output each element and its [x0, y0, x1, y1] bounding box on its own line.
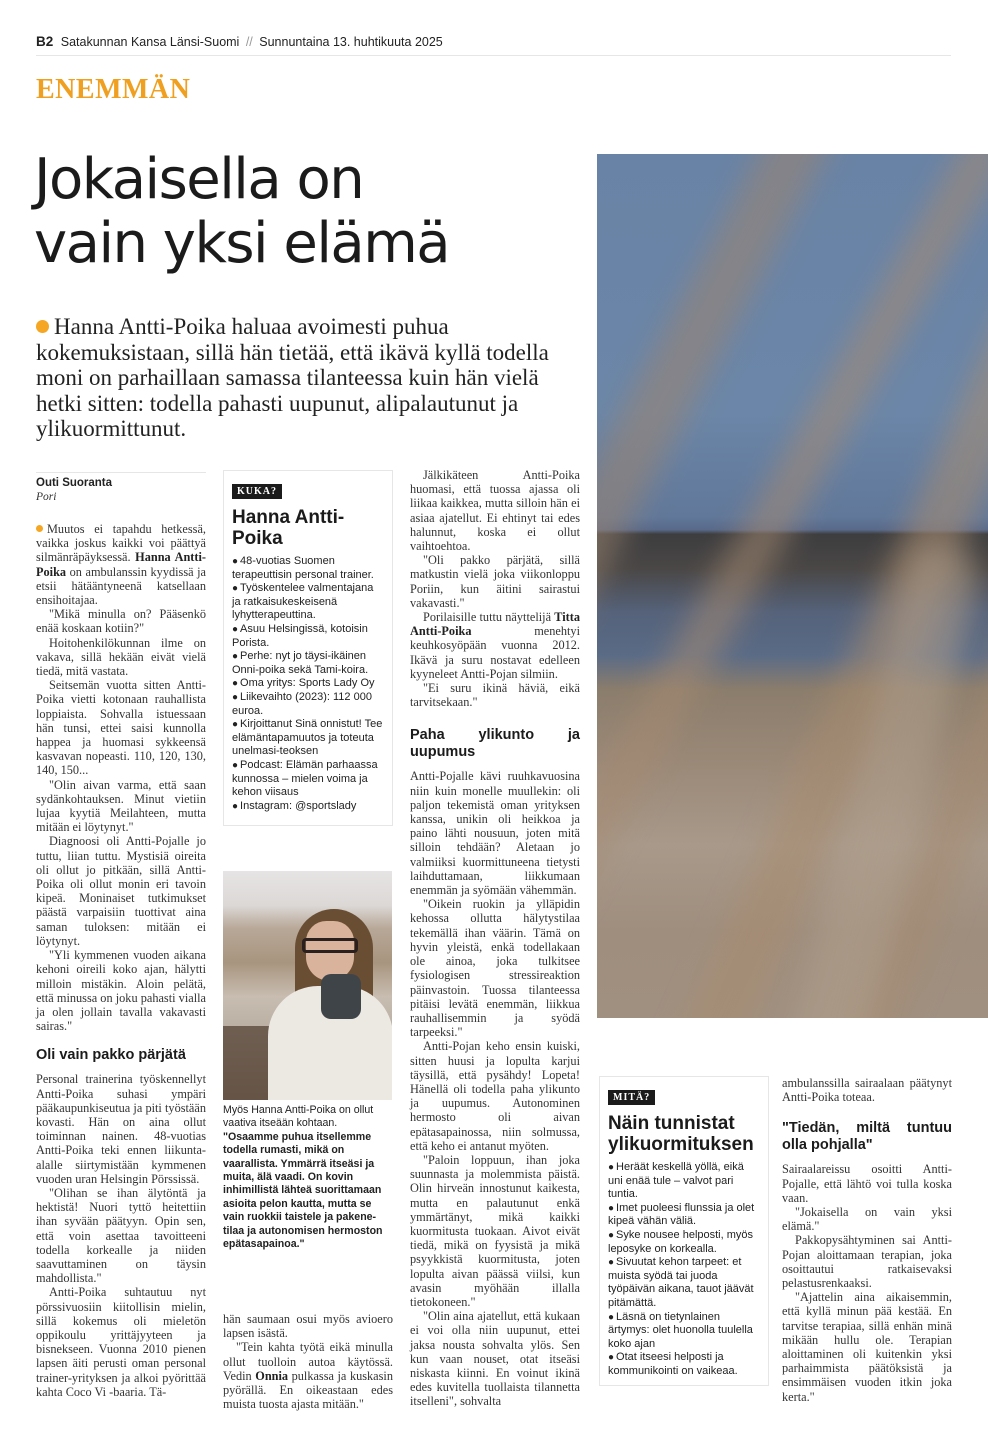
paragraph: Hoitohenkilökunnan ilme on vakava, sillä hekään eivät vielä tiedä, mitä vastata. [36, 635, 206, 679]
caption-intro: Myös Hanna Antti-Poika on ollut vaativa itseään kohtaan. [223, 1104, 374, 1130]
paragraph: "Olihan se ihan älytöntä ja hektistä! Nuori tyttö heitettiin ihan syvään päätyyn. Opin sen, että voin asettaa tavoitteeni todella korkealle ja niiden saavuttaminen on täysin mahdollista." [36, 1185, 206, 1286]
paragraph: "Olin aina ajatellut, että kukaan ei voi olla niin uupunut, ettei jaksa nousta sohvalta ylös. Sen kun vaan nouset, otat itseäsi niskasta kiinni. En voinut ikinä edes kuvitella tuollaista tilannetta itselleni", sohvalta [410, 1309, 580, 1409]
paragraph: Antti-Poika suhtautuu nyt pörssivuosiin kiitollisin mielin, sillä kokemus oli mieletön oppikoulu yrittäjyyteen ja bisnekseen. Vuonna 2010 pienen lapsen äiti perusti oman personal trainer-yrityksen ja alkoi pyörittää kahta Coco Vi -baaria. Tä- [36, 1285, 206, 1399]
fact-item: ● Perhe: nyt jo täysi-ikäinen Onni-poika sekä Tami-koira. [232, 650, 384, 677]
paragraph: Antti-Pojan keho ensin kuiski, sitten huusi ja lopulta karjui täysillä, että pysähdy! Lopeta! Hänellä oli todella paha ylikunto ja uupumus. Autonominen hermosto oli aivan epätasapainossa, niin solmussa, että keho ei antanut myöten. [410, 1039, 580, 1153]
author-location: Pori [36, 491, 57, 503]
photo-scarf [321, 974, 361, 1019]
fact-item: ● Podcast: Elämän parhaassa kunnossa – mielen voima ja kehon viisaus [232, 759, 384, 800]
box-tag: KUKA? [232, 484, 282, 499]
paragraph: Jälkikäteen Antti-Poika huomasi, että tuossa ajassa oli liikaa kaikkea, mutta silloin hän ei asiaa ajatellut. Ei ehtinyt tai edes halunnut, koska ei ollut vaihtoehtoa. [410, 468, 580, 554]
fact-item: ● Instagram: @sportslady [232, 800, 384, 814]
paragraph: "Olin aivan varma, että saan sydänkohtauksen. Minut vietiin lujaa kyytiä Meilahteen, mutta mitään ei löytynyt." [36, 777, 206, 835]
paragraph: "Oikein ruokin ja ylläpidin kehossa ollutta hälytystilaa tekemällä ihan väärin. Tämä on hyvin yleistä, enkä todellakaan ole ainoa, joka tulkitsee fysiologisen stressireaktion päinvastoin. Tuossa tilanteessa pitäisi levätä enemmän, liikkua rauhallisemmin ja syödä tarpeeksi." [410, 897, 580, 1040]
subheading: Oli vain pakko pärjätä [36, 1047, 186, 1064]
paragraph-text: Muutos ei tapahdu hetkessä, vaikka joskus kaikki voi päättyä silmänräpäyksessä. [36, 522, 206, 565]
paragraph-text: pulkassa ja kuskasin pyörällä. En oikeastaan edes muista tuosta ajasta mitään." [223, 1368, 393, 1412]
photo-caption [223, 1104, 393, 1251]
person-name: Onnia [255, 1368, 289, 1383]
title-line-2: vain yksi elämä [34, 211, 450, 276]
fact-item: ● Liikevaihto (2023): 112 000 euroa. [232, 691, 384, 718]
symptom-item: ● Syke nousee helposti, myös leposyke on korkealla. [608, 1229, 760, 1256]
box-tag: MITÄ? [608, 1090, 655, 1105]
paragraph: "Oli pakko pärjätä, sillä matkustin vielä joka viikonloppu Poriin, kun äitini sairastui vakavasti." [410, 553, 580, 610]
title-line-1: Jokaisella on [34, 147, 364, 212]
box-title: Näin tunnistat ylikuormituksen [608, 1113, 754, 1155]
symptom-item: ● Heräät keskellä yöllä, eikä uni enää tule – valvot pari tuntia. [608, 1161, 760, 1202]
paragraph: Antti-Pojalle kävi ruuhkavuosina niin kuin monelle muullekin: oli paljon tekemistä oman yrityksen kanssa, unikin oli heikkoa ja paino lähti nousuun, joten mitä silloin tehdään? Aletaan jo valmiiksi kuormittuneena tietysti laihduttamaan, liikkumaan enemmän ja syömään vähemmän. [410, 769, 580, 898]
paragraph-text: menehtyi keuhkosyöpään vuonna 2012. Ikävä ja suru nostavat edelleen kyyneleet Antti-Pojan silmiin. [410, 624, 580, 681]
symptom-item: ● Läsnä on tietynlainen ärtymys: olet huonolla tuulella koko ajan [608, 1311, 760, 1352]
fact-item: ● Työskentelee valmentajana ja ratkaisukeskeisenä lyhytterapeuttina. [232, 582, 384, 623]
author-name: Outi Suoranta [36, 477, 113, 489]
portrait-photo [223, 871, 392, 1100]
byline [36, 472, 206, 503]
article-column-1 [36, 522, 206, 1399]
subheading: Paha ylikunto ja uupumus [410, 727, 580, 761]
paragraph: Seitsemän vuotta sitten Antti-Poika vietti kotonaan rauhallista loppiaista. Sohvalla istuessaan hän tunsi, ettei saisi kunnolla happea ja huomasi sykkeensä kasvavan nopeasti. 110, 120, 130, 140, 150... [36, 678, 206, 778]
fact-list [232, 555, 384, 813]
article-column-3 [410, 468, 580, 1409]
bullet-dot-icon [36, 320, 49, 333]
box-title: Hanna Antti-Poika [232, 507, 345, 549]
photo-glasses [302, 938, 358, 953]
fact-item: ● Oma yritys: Sports Lady Oy [232, 677, 384, 691]
paragraph [36, 522, 206, 607]
article-column-2-bottom [223, 1312, 393, 1411]
paragraph: "Mikä minulla on? Pääsenkö enää koskaan kotiin?" [36, 607, 206, 636]
issue-date: Sunnuntaina 13. huhtikuuta 2025 [259, 35, 443, 49]
article-lead [36, 314, 581, 442]
paragraph: "Ei suru ikinä häviä, eikä tarvitsekaan." [410, 681, 580, 710]
paragraph: "Ajattelin aina aikaisemmin, että kyllä minun pää kestää. En tarvitse terapiaa, sillä enhän minä mikään hullu ole. Terapian aloittaminen oli kuitenkin yksi parhaimmista päätöksistä ja ensimmäisen vuoden itkin joka kerta." [782, 1290, 952, 1404]
paragraph: "Yli kymmenen vuoden aikana kehoni oireili koko ajan, hälytti milloin mistäkin. Aloin pelätä, että minussa on joku pahasti vialla ja olen jollain tavalla vakavasti sairas." [36, 948, 206, 1034]
fact-item: ● 48-vuotias Suomen terapeuttisin personal trainer. [232, 555, 384, 582]
page-header [36, 34, 951, 56]
paragraph: Sairaalareissu osoitti Antti-Pojalle, että lähtö voi tulla koska vaan. [782, 1162, 952, 1205]
page-number: B2 [36, 34, 54, 49]
section-label: ENEMMÄN [36, 74, 191, 105]
paragraph: ambulanssilla sairaalaan päätynyt Antti-Poika toteaa. [782, 1076, 952, 1105]
header-separator: // [245, 35, 253, 49]
info-box-who [223, 470, 393, 826]
lead-text: Hanna Antti-Poika haluaa avoimesti puhua kokemuksistaan, sillä hän tietää, että ikävä kyllä todella moni on parhaillaan samassa tilanteessa kuin hän vielä hetki sitten: todella pahasti uupunut, alipalautunut ja ylikuormittunut. [36, 314, 549, 441]
paragraph-text: on ambulanssin kyydissä ja etsii hätääntyneenä katsellaan ensihoitajaa. [36, 564, 206, 608]
paragraph: Pakkopysähtyminen sai Antti-Pojan aloittamaan terapian, joka osoittautui ratkaisevaksi pelastusrenkaaksi. [782, 1233, 952, 1291]
paragraph [410, 610, 580, 681]
paragraph: "Paloin loppuun, ihan joka suunnasta ja molemmista päistä. Olin hirveän innostunut kaikesta, mutta en palautunut enkä ymmärtänyt, mikä kaikki kuormitusta tuokaan. Aivot eivät tiedä, mikä on fyysistä ja mikä psyykkistä kuormitusta, joten lopulta aivan päässä viilsi, kun avasin myöhään illalla tietokoneen." [410, 1152, 580, 1309]
info-box-what [599, 1076, 769, 1386]
person-name: Titta Antti-Poika [410, 610, 580, 639]
symptom-item: ● Sivuutat kehon tarpeet: et muista syödä tai juoda työpäivän aikana, tauot jäävät pitämättä. [608, 1256, 760, 1310]
paragraph-text: Porilaisille tuttu näyttelijä [423, 610, 555, 625]
fact-item: ● Kirjoittanut Sinä onnistut! Tee elämäntapamuutos ja toteuta unelmasi-teoksen [232, 718, 384, 759]
main-photo-beach-grass [597, 154, 988, 1018]
subheading: "Tiedän, miltä tuntuu olla pohjalla" [782, 1120, 952, 1154]
symptom-item: ● Otat itseesi helposti ja kommunikointi on vaikeaa. [608, 1351, 760, 1378]
article-title [34, 148, 594, 276]
paragraph: Diagnoosi oli Antti-Pojalle jo tuttu, liian tuttu. Mystisiä oireita oli ollut jo pitkään, sillä Antti-Poika oli ollut monin eri tavoin kipeä. Moninaiset tutkimukset päästä varpaisiin tuottivat aina saman tuloksen: mitään ei löytynyt. [36, 834, 206, 948]
paragraph-text: "Tein kahta työtä eikä minulla ollut tuolloin autoa käytössä. Vedin [223, 1340, 393, 1383]
article-column-5 [782, 1076, 952, 1404]
paragraph: "Jokaisella on vain yksi elämä." [782, 1205, 952, 1234]
paragraph [223, 1340, 393, 1411]
publication-name: Satakunnan Kansa Länsi-Suomi [60, 35, 240, 49]
paragraph: Personal trainerina työskennellyt Antti-Poika suhasi ympäri pääkaupunkiseutua ja piti työstään kovasti. Hän on aina ollut toiminnan nainen. 48-vuotias Antti-Poika teki ennen liikunta-alalle siirtymistään kymmenen vuoden uran Helsingin Pörssissä. [36, 1072, 206, 1186]
symptom-list [608, 1161, 760, 1379]
symptom-item: ● Imet puoleesi flunssia ja olet kipeä vähän väliä. [608, 1202, 760, 1229]
caption-quote: "Osaamme puhua itsellemme todella rumasti, mikä on vaarallista. Ymmärrä itseäsi ja muita, älä vaadi. On kovin inhimillistä lähteä suorittamaan asioita pelon kautta, mutta se vain ruokkii taistele ja pakene-tilaa ja autonomisen hermoston epätasapainoa." [223, 1130, 383, 1251]
bullet-dot-icon [36, 525, 43, 532]
fact-item: ● Asuu Helsingissä, kotoisin Porista. [232, 623, 384, 650]
person-name: Hanna Antti-Poika [36, 550, 206, 579]
paragraph: hän saumaan osui myös avioero lapsen isästä. [223, 1312, 393, 1341]
